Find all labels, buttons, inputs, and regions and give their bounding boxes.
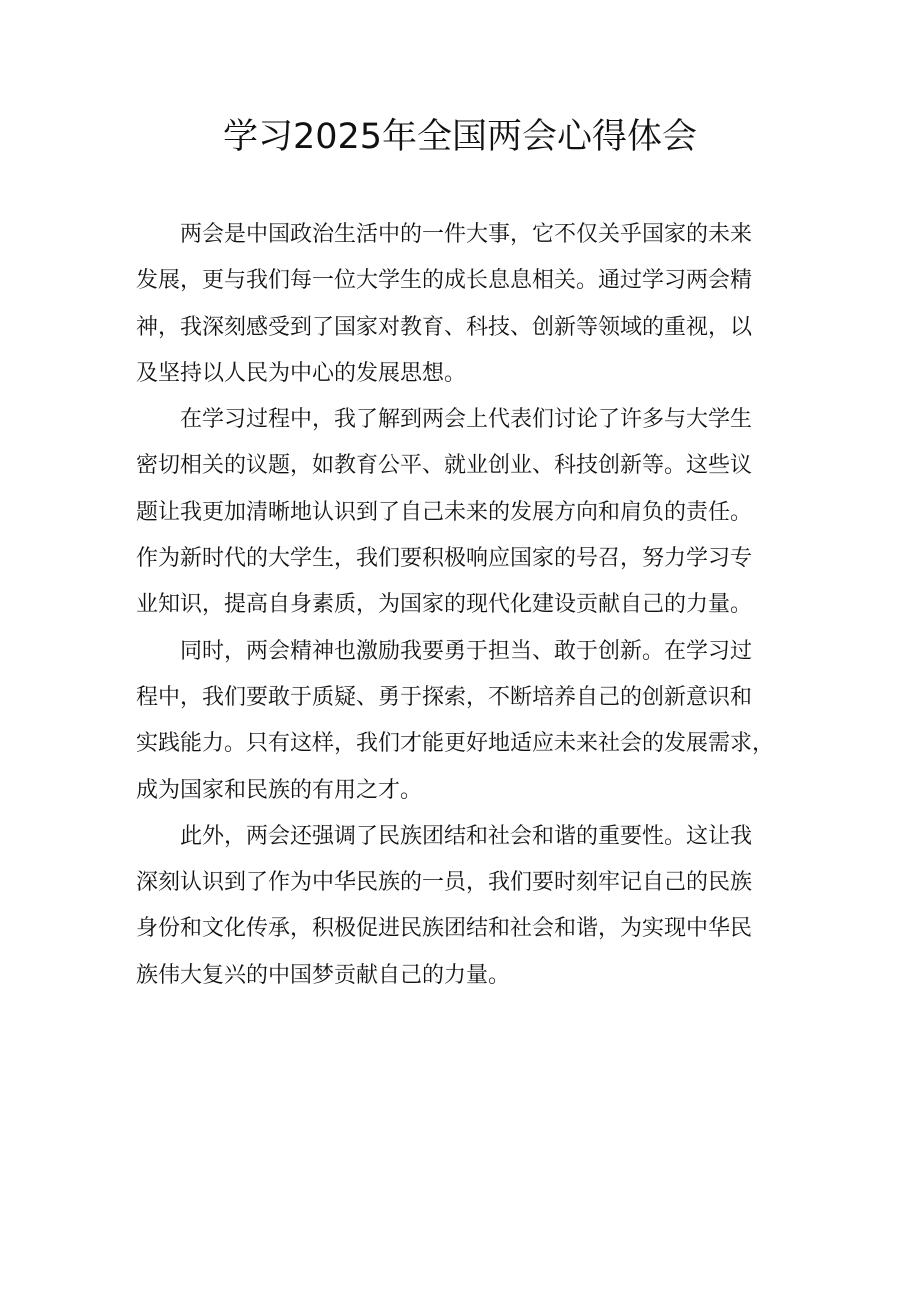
document-body — [136, 212, 792, 999]
paragraph-4 — [136, 814, 792, 999]
paragraph-line: 密切相关的议题，如教育公平、就业创业、科技创新等。这些议 — [136, 453, 753, 479]
paragraph-line: 族伟大复兴的中国梦贡献自己的力量。 — [136, 962, 511, 988]
paragraph-line: 业知识，提高自身素质，为国家的现代化建设贡献自己的力量。 — [136, 592, 753, 618]
paragraph-line: 同时，两会精神也激励我要勇于担当、敢于创新。在学习过 — [180, 638, 753, 664]
paragraph-line: 在学习过程中，我了解到两会上代表们讨论了许多与大学生 — [180, 407, 753, 433]
paragraph-line: 深刻认识到了作为中华民族的一员，我们要时刻牢记自己的民族 — [136, 870, 753, 896]
paragraph-line: 此外，两会还强调了民族团结和社会和谐的重要性。这让我 — [180, 823, 753, 849]
paragraph-line: 实践能力。只有这样，我们才能更好地适应未来社会的发展需求， — [136, 731, 775, 757]
paragraph-line: 及坚持以人民为中心的发展思想。 — [136, 360, 467, 386]
paragraph-line: 两会是中国政治生活中的一件大事，它不仅关乎国家的未来 — [180, 222, 753, 247]
paragraph-line: 神，我深刻感受到了国家对教育、科技、创新等领域的重视，以 — [136, 314, 753, 340]
paragraph-3 — [136, 629, 792, 814]
document-title: 学习2025年全国两会心得体会 — [222, 117, 698, 157]
paragraph-line: 身份和文化传承，积极促进民族团结和社会和谐，为实现中华民 — [136, 916, 753, 942]
paragraph-line: 题让我更加清晰地认识到了自己未来的发展方向和肩负的责任。 — [136, 499, 753, 525]
paragraph-line: 发展，更与我们每一位大学生的成长息息相关。通过学习两会精 — [136, 268, 753, 294]
paragraph-line: 成为国家和民族的有用之才。 — [136, 777, 423, 803]
paragraph-line: 作为新时代的大学生，我们要积极响应国家的号召，努力学习专 — [136, 546, 753, 572]
paragraph-line: 程中，我们要敢于质疑、勇于探索，不断培养自己的创新意识和 — [136, 684, 753, 710]
paragraph-2 — [136, 397, 792, 628]
paragraph-1 — [136, 212, 792, 397]
